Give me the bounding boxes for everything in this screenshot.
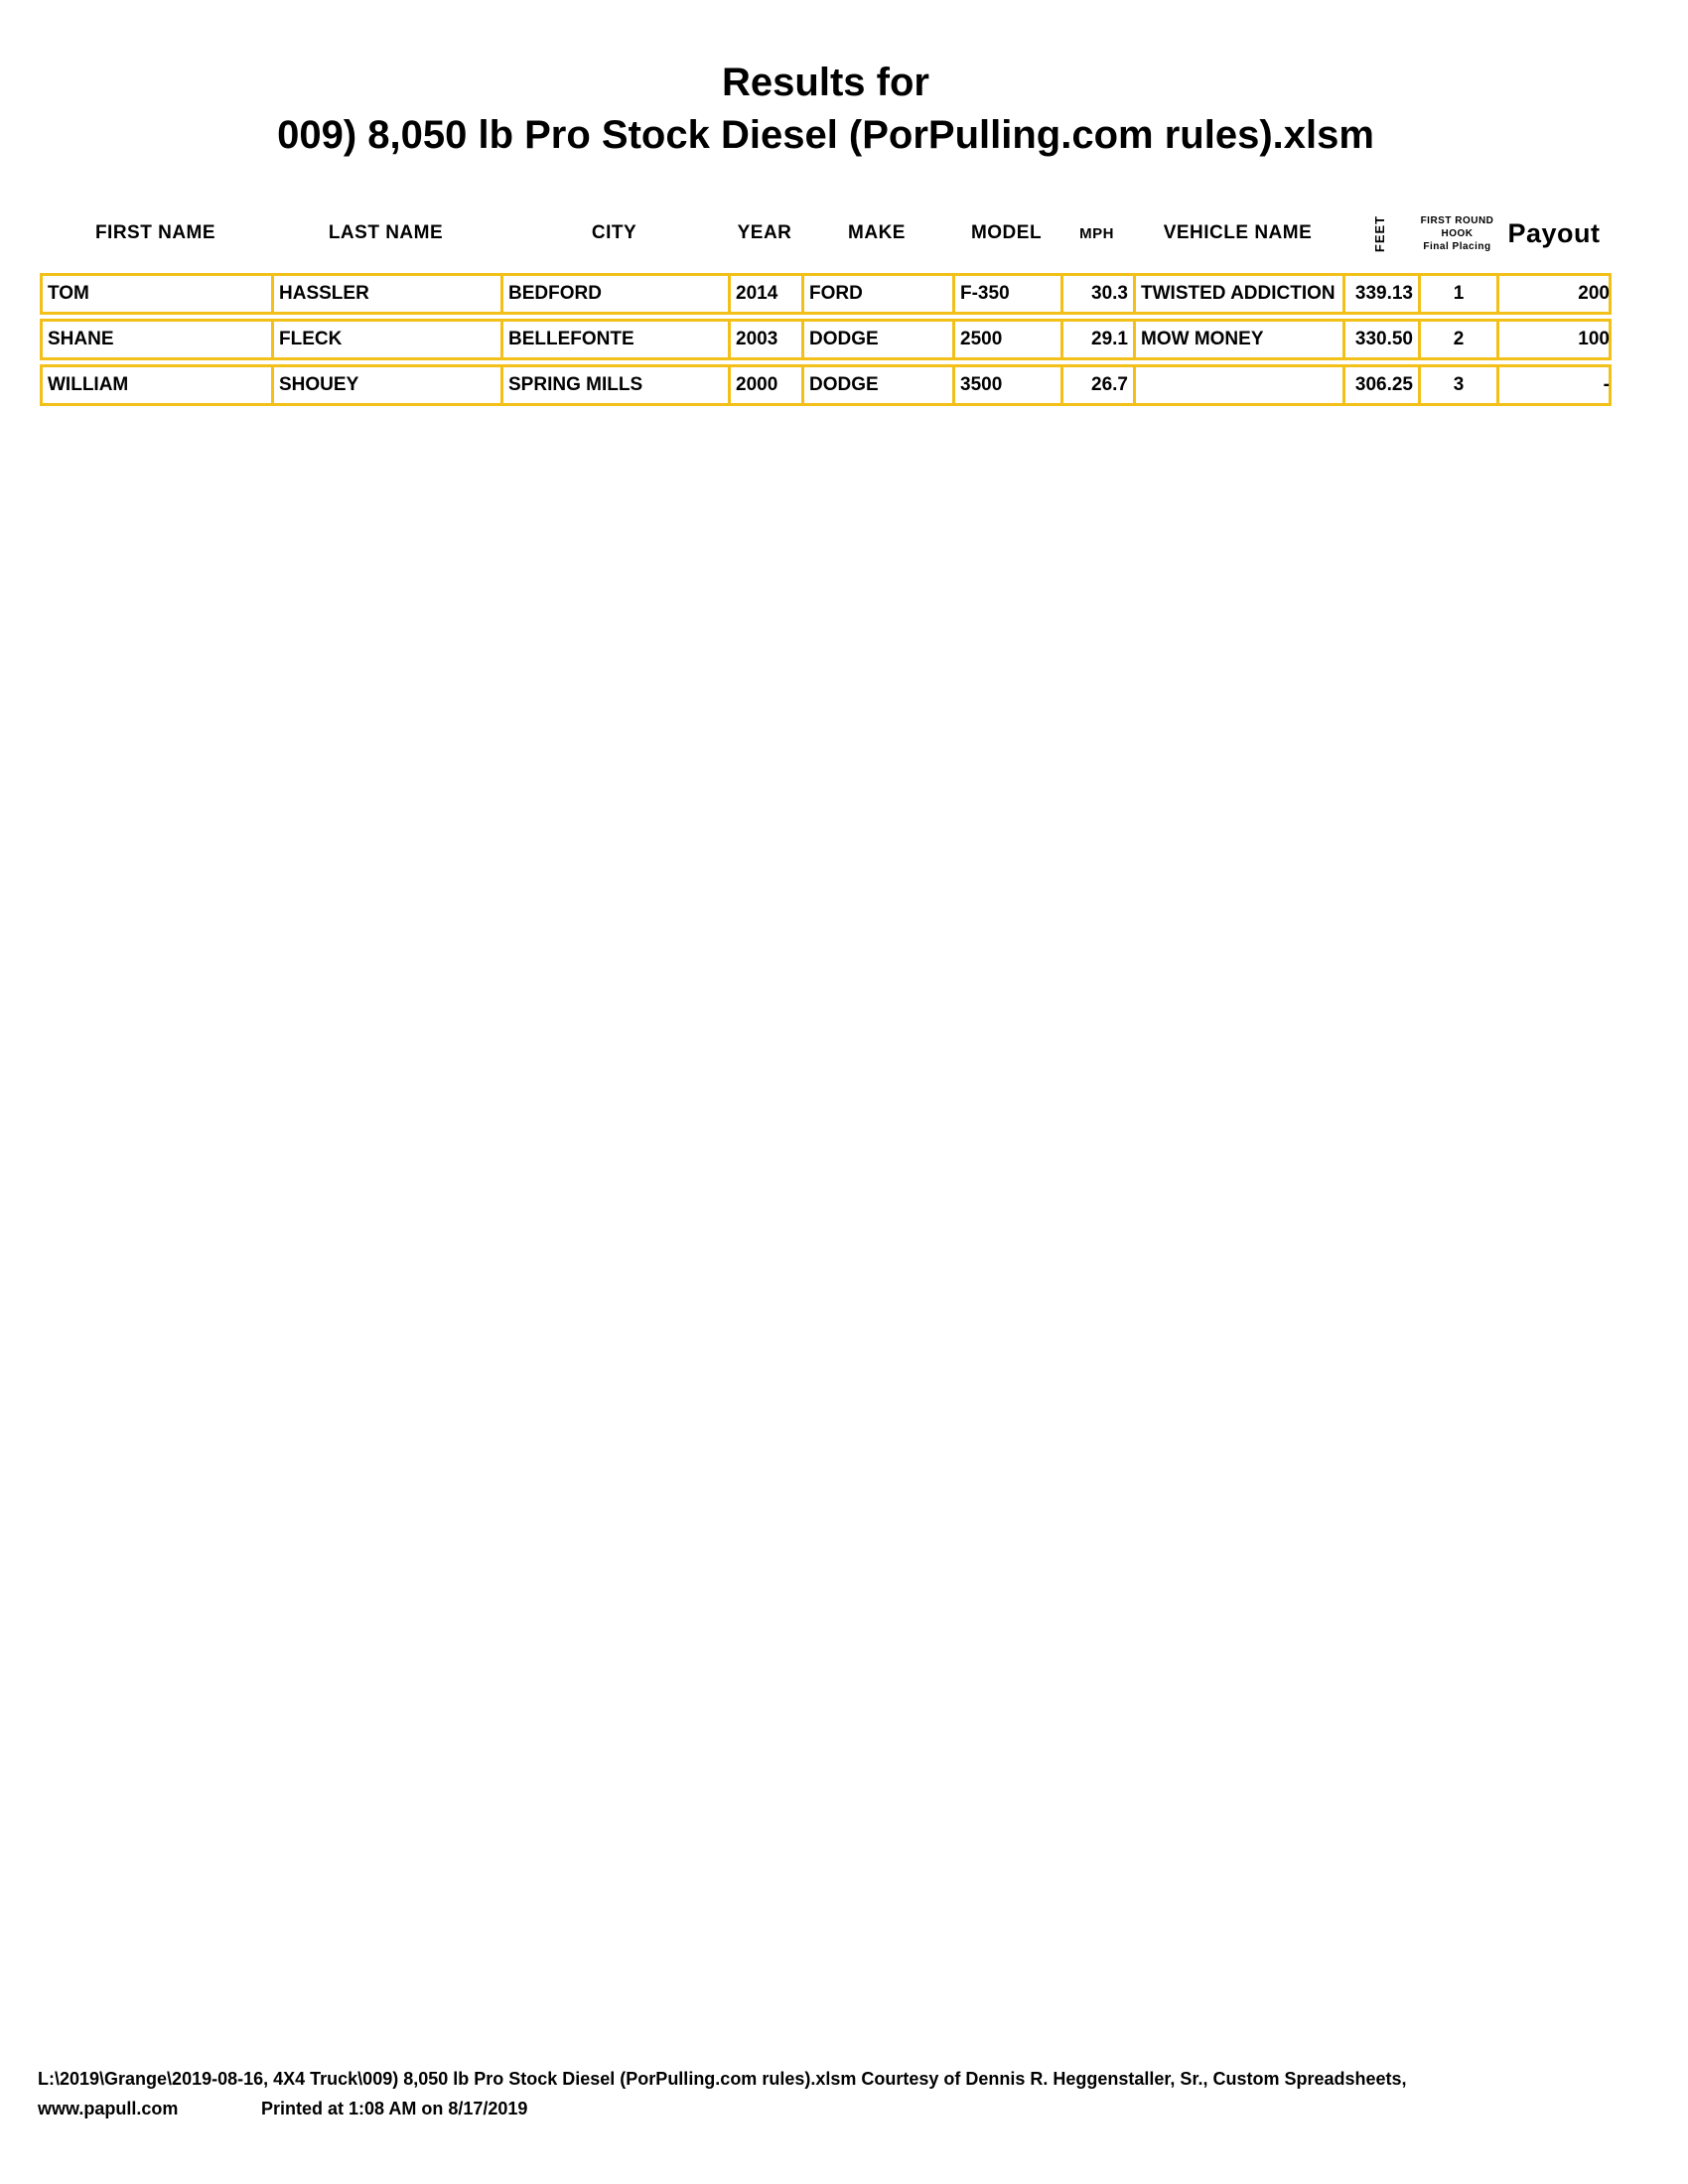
table-row — [40, 364, 1612, 406]
col-header-year: YEAR — [737, 222, 792, 243]
cell-make: DODGE — [804, 367, 955, 403]
cell-payout: 100 — [1578, 329, 1610, 349]
cell-year: 2000 — [731, 367, 804, 403]
cell-city: BEDFORD — [503, 276, 731, 312]
cell-placing: 3 — [1421, 367, 1499, 403]
cell-last-name: FLECK — [274, 322, 503, 357]
hook-header-line1: FIRST ROUND — [1420, 214, 1494, 226]
cell-payout: 200 — [1578, 283, 1610, 304]
cell-mph: 30.3 — [1063, 276, 1136, 312]
cell-placing: 1 — [1421, 276, 1499, 312]
cell-year: 2003 — [731, 322, 804, 357]
title-block — [40, 60, 1612, 158]
col-header-make: MAKE — [848, 222, 906, 243]
table-row — [40, 319, 1612, 360]
cell-payout: - — [1603, 374, 1610, 395]
cell-vehicle-name: TWISTED ADDICTION — [1136, 276, 1345, 312]
cell-first-name: WILLIAM — [43, 367, 274, 403]
page-subtitle-filename: 009) 8,050 lb Pro Stock Diesel (PorPulling.com rules).xlsm — [277, 113, 1374, 157]
col-header-payout: Payout — [1507, 217, 1601, 248]
cell-year: 2014 — [731, 276, 804, 312]
page-footer — [38, 2068, 1646, 2119]
cell-model: 3500 — [955, 367, 1063, 403]
hook-header-line2: HOOK — [1441, 227, 1474, 239]
table-header-row — [40, 199, 1612, 268]
col-header-model: MODEL — [970, 222, 1043, 243]
col-header-vehicle-name: VEHICLE NAME — [1163, 222, 1313, 243]
page-title: Results for — [722, 61, 929, 104]
cell-last-name: HASSLER — [274, 276, 503, 312]
footer-line2 — [38, 2098, 1646, 2119]
col-header-last-name: LAST NAME — [328, 222, 444, 243]
cell-mph: 29.1 — [1063, 322, 1136, 357]
col-header-first-name: FIRST NAME — [94, 222, 216, 243]
col-header-mph: MPH — [1079, 224, 1114, 242]
cell-feet: 330.50 — [1345, 322, 1421, 357]
cell-make: DODGE — [804, 322, 955, 357]
cell-city: SPRING MILLS — [503, 367, 731, 403]
footer-file-path: L:\2019\Grange\2019-08-16, 4X4 Truck\009) 8,050 lb Pro Stock Diesel (PorPulling.com rules).xlsm Courtesy of Dennis R. Heggenstaller, Sr., Custom Spreadsheets, — [38, 2069, 1407, 2089]
cell-first-name: SHANE — [43, 322, 274, 357]
cell-feet: 339.13 — [1345, 276, 1421, 312]
cell-model: F-350 — [955, 276, 1063, 312]
col-header-first-round-hook — [1418, 214, 1496, 253]
cell-model: 2500 — [955, 322, 1063, 357]
footer-website: www.papull.com — [38, 2099, 179, 2118]
col-header-feet-rotated-label: FEET — [1372, 214, 1388, 252]
results-table — [40, 273, 1612, 410]
cell-first-name: TOM — [43, 276, 274, 312]
cell-vehicle-name — [1136, 367, 1345, 403]
cell-mph: 26.7 — [1063, 367, 1136, 403]
col-header-city: CITY — [591, 222, 637, 243]
col-header-feet — [1342, 214, 1418, 252]
cell-placing: 2 — [1421, 322, 1499, 357]
table-row — [40, 273, 1612, 315]
cell-last-name: SHOUEY — [274, 367, 503, 403]
cell-feet: 306.25 — [1345, 367, 1421, 403]
cell-city: BELLEFONTE — [503, 322, 731, 357]
cell-vehicle-name: MOW MONEY — [1136, 322, 1345, 357]
footer-printed-timestamp: Printed at 1:08 AM on 8/17/2019 — [261, 2099, 528, 2118]
cell-make: FORD — [804, 276, 955, 312]
hook-header-line3: Final Placing — [1423, 240, 1491, 252]
